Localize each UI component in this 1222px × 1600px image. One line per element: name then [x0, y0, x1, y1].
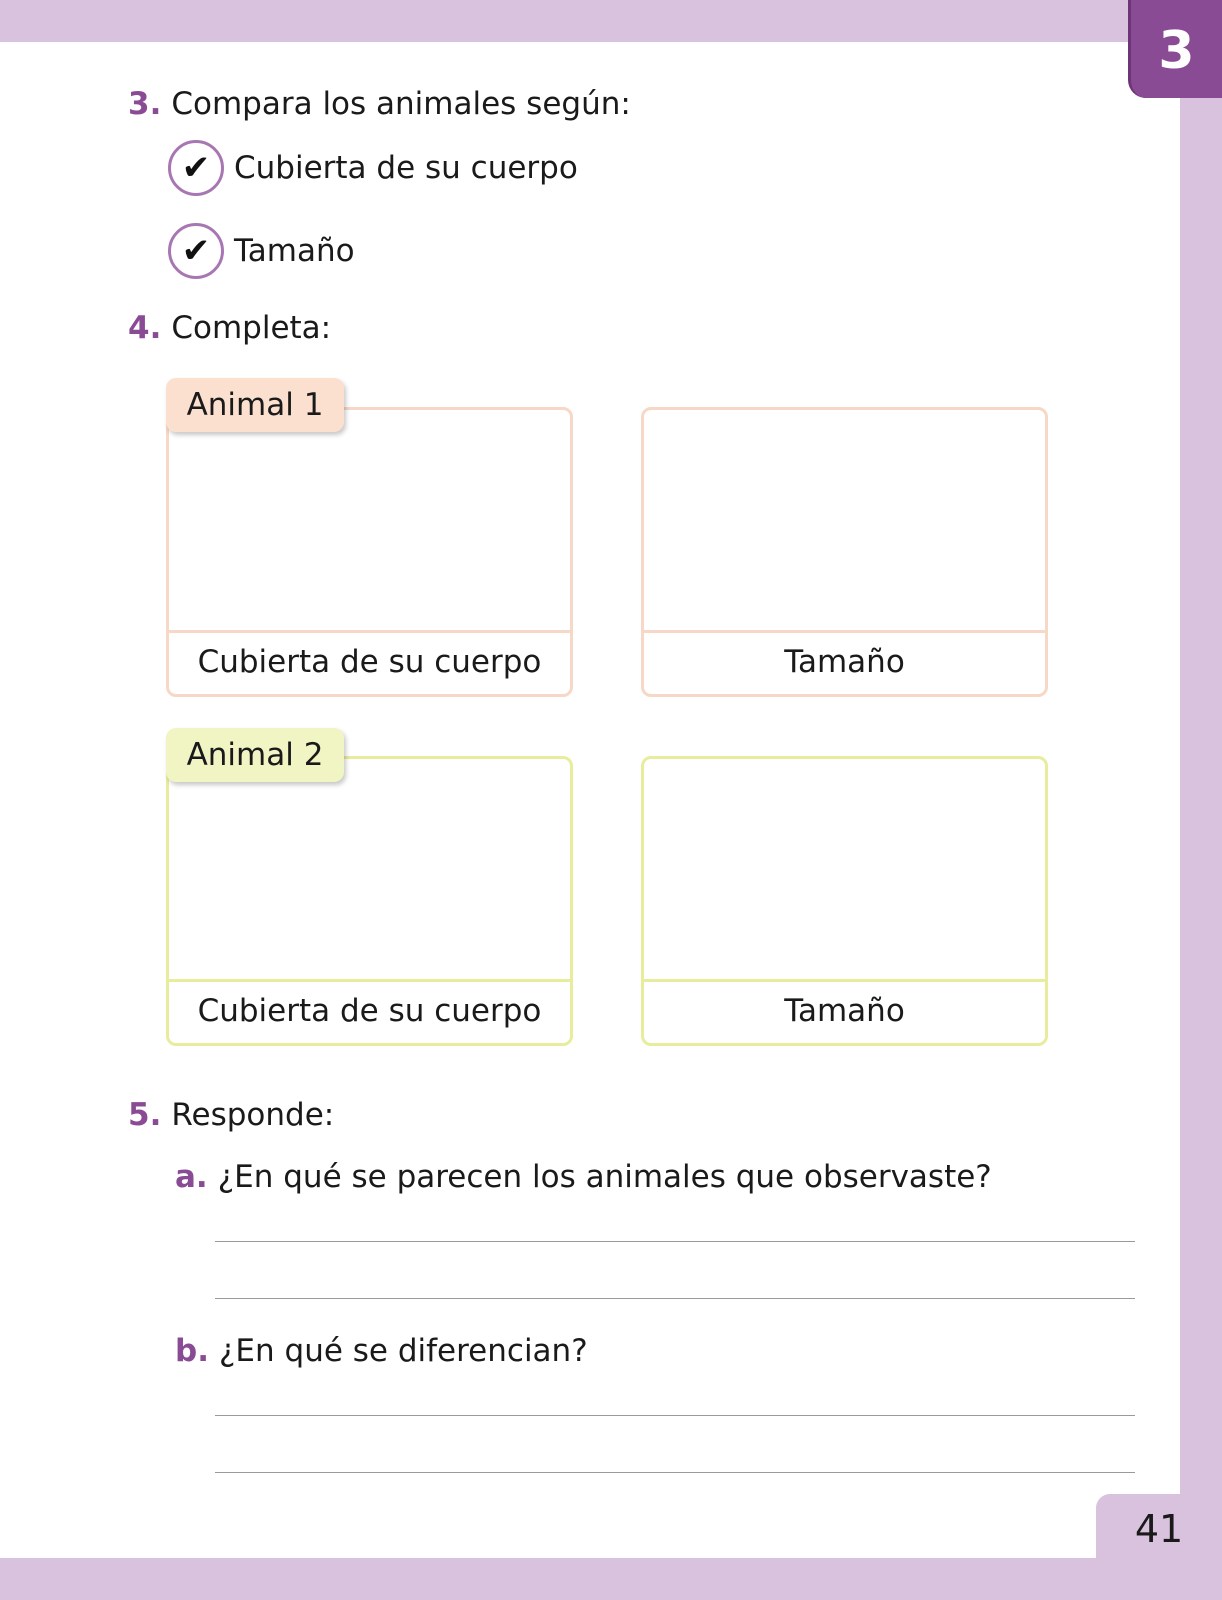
box-label: Cubierta de su cuerpo: [197, 644, 542, 680]
question-4-text: Completa:: [171, 310, 332, 346]
option-size[interactable]: [168, 223, 355, 279]
animal2-tab: Animal 2: [166, 728, 344, 782]
answer-line[interactable]: [215, 1241, 1135, 1242]
animal1-tab: Animal 1: [166, 378, 344, 432]
question-4-number: 4.: [128, 310, 162, 346]
question-5b-text: ¿En qué se diferencian?: [218, 1333, 588, 1369]
checkmark-icon: ✔: [181, 148, 211, 188]
animal2-size-box[interactable]: [641, 756, 1048, 1046]
question-5a-letter: a.: [175, 1159, 208, 1195]
top-decor-band: [0, 0, 1222, 42]
animal1-size-box[interactable]: [641, 407, 1048, 697]
box-label: Tamaño: [784, 993, 905, 1029]
bottom-decor-band: [0, 1558, 1222, 1600]
question-5a-text: ¿En qué se parecen los animales que observaste?: [217, 1159, 992, 1195]
question-5-number: 5.: [128, 1097, 162, 1133]
question-5: [128, 1097, 334, 1133]
question-4: [128, 310, 331, 346]
question-5a: [175, 1159, 992, 1195]
question-3-number: 3.: [128, 86, 162, 122]
question-5-text: Responde:: [171, 1097, 335, 1133]
animal1-covering-box[interactable]: [166, 407, 573, 697]
question-5b: [175, 1333, 588, 1369]
checkmark-icon: ✔: [181, 231, 211, 271]
check-circle-icon[interactable]: [168, 223, 224, 279]
page-number: 41: [1096, 1494, 1222, 1564]
box-label: Cubierta de su cuerpo: [197, 993, 542, 1029]
option-label: Tamaño: [234, 233, 355, 269]
unit-number-tab: 3: [1128, 0, 1222, 98]
answer-line[interactable]: [215, 1415, 1135, 1416]
question-3: [128, 86, 631, 122]
question-3-text: Compara los animales según:: [171, 86, 631, 122]
animal2-covering-box[interactable]: [166, 756, 573, 1046]
question-5b-letter: b.: [175, 1333, 209, 1369]
right-decor-band: [1180, 0, 1222, 1600]
check-circle-icon[interactable]: [168, 140, 224, 196]
option-body-covering[interactable]: [168, 140, 578, 196]
answer-line[interactable]: [215, 1298, 1135, 1299]
answer-line[interactable]: [215, 1472, 1135, 1473]
option-label: Cubierta de su cuerpo: [234, 150, 578, 186]
box-label: Tamaño: [784, 644, 905, 680]
